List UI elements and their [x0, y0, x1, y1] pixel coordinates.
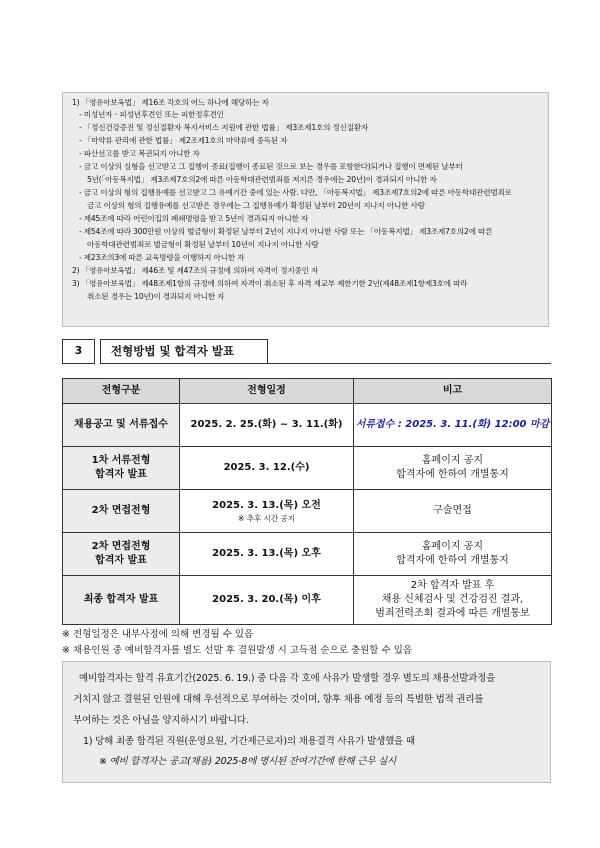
note-cell: [354, 404, 552, 447]
date-cell: [180, 533, 354, 576]
table-row: [63, 490, 552, 533]
table-row: [63, 447, 552, 490]
stage-label: 1차 서류전형 합격자 발표: [91, 455, 151, 480]
date-label: 2025. 3. 20.(목) 이후: [212, 594, 321, 605]
header-note: 비고: [354, 379, 552, 404]
note-cell: [354, 533, 552, 576]
disq-line: 금고 이상의 형의 집행유예를 선고받은 경우에는 그 집행유예가 확정된 날부터 20년이 지나지 아니한 사람: [87, 201, 425, 210]
schedule-table: [62, 378, 552, 625]
table-header-row: [63, 379, 552, 404]
stage-cell: [63, 447, 180, 490]
disq-line: - 미성년자ㆍ피성년후견인 또는 피한정후견인: [79, 110, 224, 119]
stage-cell: [63, 404, 180, 447]
date-cell: [180, 447, 354, 490]
disq-line: - 「마약류 관리에 관한 법률」 제2조제1호의 마약류에 중독된 자: [79, 136, 288, 145]
disq-line: 3) 「영유아보육법」 제48조제1항의 규정에 의하여 자격이 취소된 후 자격 재교부 제한기한 2년(제48조제1항제3호에 따라: [72, 279, 468, 288]
header-stage: 전형구분: [63, 379, 180, 404]
note-label: 2차 합격자 발표 후 채용 신체검사 및 건강검진 결과, 범죄전력조회 결과에 따른 개별통보: [375, 580, 530, 619]
date-label: 2025. 3. 13.(목) 오후: [212, 548, 321, 559]
date-cell: [180, 490, 354, 533]
disq-line: 취소된 경우는 10년)이 경과되지 아니한 자: [87, 292, 225, 301]
disq-line: - 제23조의3에 따른 교육명령을 이행하지 아니한 자: [79, 253, 245, 262]
table-row: [63, 533, 552, 576]
table-row: [63, 576, 552, 625]
disqualification-box: [62, 92, 549, 327]
reserve-note: ※ 채용인원 중 예비합격자를 별도 선발 후 결원발생 시 고득점 순으로 충원할 수 있음: [62, 645, 413, 656]
note-cell: [354, 576, 552, 625]
disq-line: 1) 「영유아보육법」 제16조 각호의 어느 하나에 해당하는 자: [72, 98, 269, 107]
reserve-line: 거치지 않고 결원된 인원에 대해 우선적으로 부여하는 것이며, 향후 채용 예정 등의 특별한 법적 권리를: [73, 694, 484, 705]
disq-line: - 제54조에 따라 300만원 이상의 벌금형이 확정된 날부터 2년이 지나지 아니한 사람 또는 「아동복지법」 제3조제7호의2에 따른: [79, 227, 493, 236]
stage-cell: [63, 533, 180, 576]
note-label: 서류접수 : 2025. 3. 11.(화) 12:00 마감: [355, 419, 550, 430]
date-label: 2025. 2. 25.(화) ~ 3. 11.(화): [190, 419, 343, 430]
stage-cell: [63, 490, 180, 533]
disq-line: 2) 「영유아보육법」 제46조 및 제47조의 규정에 의하여 자격이 정지중인 자: [72, 266, 319, 275]
note-cell: [354, 490, 552, 533]
date-cell: [180, 404, 354, 447]
section-title: 전형방법 및 합격자 발표: [100, 339, 268, 364]
reserve-line: 1) 당해 최종 합격된 직원(운영요원, 기간제근로자)의 채용결격 사유가 발생했을 때: [83, 736, 415, 747]
reserve-line: 부여하는 것은 아님을 양지하시기 바랍니다.: [73, 715, 249, 726]
table-row: [63, 404, 552, 447]
stage-label: 최종 합격자 발표: [83, 594, 159, 605]
note-label: 구술면접: [433, 505, 472, 516]
reserve-box: [62, 661, 551, 783]
disq-line: 아동학대관련범죄로 벌금형이 확정된 날부터 10년이 지나지 아니한 사람: [87, 240, 319, 249]
disq-line: - 금고 이상의 실형을 선고받고 그 집행이 종료(집행이 종료된 것으로 보는 경우를 포함한다)되거나 집행이 면제된 날부터: [79, 162, 463, 171]
disq-line: - 파산선고를 받고 복권되지 아니한 자: [79, 149, 200, 158]
date-label: 2025. 3. 12.(수): [223, 462, 310, 473]
header-schedule: 전형일정: [180, 379, 354, 404]
section-number: 3: [62, 339, 95, 364]
section-underline: [268, 363, 551, 364]
note-label: 홈페이지 공지 합격자에 한하여 개별통지: [396, 541, 509, 566]
date-cell: [180, 576, 354, 625]
stage-label: 2차 면접전형: [91, 505, 151, 516]
date-label: 2025. 3. 13.(목) 오전: [212, 499, 321, 511]
disq-line: - 제45조에 따라 어린이집의 폐쇄명령을 받고 5년이 경과되지 아니한 자: [79, 214, 309, 223]
date-sub-label: ※ 추후 시간 공지: [238, 513, 295, 523]
note-label: 홈페이지 공지 합격자에 한하여 개별통지: [396, 455, 509, 480]
disq-line: - 「정신건강증진 및 정신질환자 복지서비스 지원에 관한 법률」 제3조제1호의 정신질환자: [79, 123, 369, 132]
disq-line: - 금고 이상의 형의 집행유예를 선고받고 그 유예기간 중에 있는 사람. 다만, 「아동복지법」 제3조제7호의2에 따른 아동학대관련범죄로: [79, 188, 512, 197]
stage-label: 채용공고 및 서류접수: [74, 419, 168, 430]
reserve-line: ※ 예비 합격자는 공고(채용) 2025-8에 명시된 잔여기간에 한해 근무 실시: [99, 756, 397, 767]
note-cell: [354, 447, 552, 490]
stage-label: 2차 면접전형 합격자 발표: [91, 541, 151, 566]
reserve-line: 예비합격자는 합격 유효기간(2025. 6. 19.) 중 다음 각 호에 사유가 발생할 경우 별도의 채용선발과정을: [79, 673, 496, 684]
stage-cell: [63, 576, 180, 625]
disq-line: 5년(「아동복지법」 제3조제7호의2에 따른 아동학대관련범죄를 저지른 경우에는 20년)이 경과되지 아니한 자: [87, 175, 437, 184]
schedule-note: ※ 전형일정은 내부사정에 의해 변경될 수 있음: [62, 629, 254, 640]
